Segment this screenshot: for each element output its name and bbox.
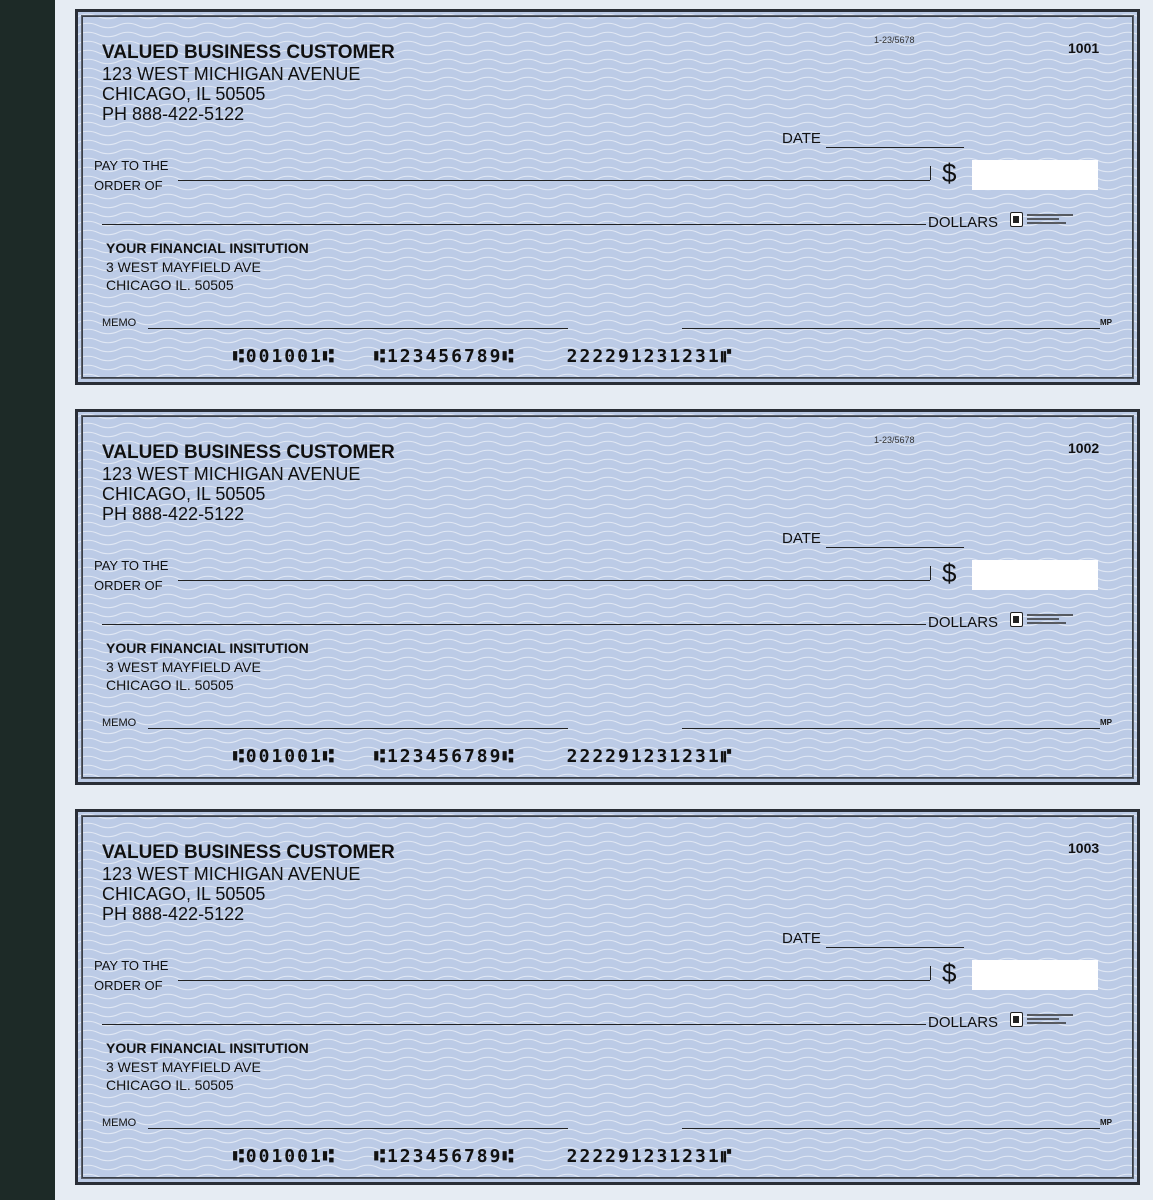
customer-phone: PH 888-422-5122 — [102, 504, 245, 524]
check-number: 1003 — [1068, 840, 1100, 856]
bank-name: YOUR FINANCIAL INSITUTION — [106, 640, 309, 656]
signature-field[interactable] — [682, 328, 1100, 329]
check-number: 1001 — [1068, 40, 1100, 56]
mp-label: MP — [1100, 318, 1112, 327]
bank-name: YOUR FINANCIAL INSITUTION — [106, 240, 309, 256]
written-amount-field[interactable] — [102, 1024, 926, 1025]
micr-account-number: 222291231231⑈ — [566, 1146, 734, 1167]
pay-to-line2: ORDER OF — [94, 978, 163, 993]
pay-to-line1: PAY TO THE — [94, 558, 169, 573]
written-amount-field[interactable] — [102, 624, 926, 625]
pay-to-line2: ORDER OF — [94, 578, 163, 593]
signature-field[interactable] — [682, 728, 1100, 729]
micr-check-number: ⑆001001⑆ — [233, 746, 336, 767]
memo-field[interactable] — [148, 728, 568, 729]
padlock-security-icon — [1010, 1012, 1023, 1027]
micr-routing-number: ⑆123456789⑆ — [374, 746, 516, 767]
micr-check-number: ⑆001001⑆ — [233, 1146, 336, 1167]
bank-city: CHICAGO IL. 50505 — [106, 1077, 234, 1093]
memo-field[interactable] — [148, 328, 568, 329]
padlock-security-icon — [1010, 612, 1023, 627]
pay-to-label — [94, 956, 168, 996]
customer-name: VALUED BUSINESS CUSTOMER — [102, 42, 395, 63]
dollars-label: DOLLARS — [928, 614, 999, 631]
payee-field[interactable] — [178, 180, 930, 181]
dollar-sign: $ — [942, 158, 957, 188]
memo-label: MEMO — [102, 717, 137, 729]
bank-city: CHICAGO IL. 50505 — [106, 277, 234, 293]
micr-check-number: ⑆001001⑆ — [233, 346, 336, 367]
micr-account-number: 222291231231⑈ — [566, 746, 734, 767]
pay-to-line2: ORDER OF — [94, 178, 163, 193]
written-amount-field[interactable] — [102, 224, 926, 225]
check-1001 — [75, 9, 1140, 385]
payee-field-end — [930, 966, 931, 980]
customer-city: CHICAGO, IL 50505 — [102, 84, 266, 104]
routing-fraction: 1-23/5678 — [874, 35, 915, 45]
micr-routing-number: ⑆123456789⑆ — [374, 1146, 516, 1167]
date-field[interactable] — [826, 947, 964, 948]
customer-city: CHICAGO, IL 50505 — [102, 884, 266, 904]
customer-address: 123 WEST MICHIGAN AVENUE — [102, 464, 361, 484]
bank-address: 3 WEST MAYFIELD AVE — [106, 659, 261, 675]
customer-name: VALUED BUSINESS CUSTOMER — [102, 842, 395, 863]
dollar-sign: $ — [942, 558, 957, 588]
pay-to-line1: PAY TO THE — [94, 958, 169, 973]
customer-phone: PH 888-422-5122 — [102, 104, 245, 124]
check-1002 — [75, 409, 1140, 785]
dollars-label: DOLLARS — [928, 214, 999, 231]
mp-label: MP — [1100, 1118, 1112, 1127]
customer-phone: PH 888-422-5122 — [102, 904, 245, 924]
checkbook-binding — [0, 0, 55, 1200]
routing-fraction: 1-23/5678 — [874, 435, 915, 445]
check-1003 — [75, 809, 1140, 1185]
padlock-security-icon — [1010, 212, 1023, 227]
memo-field[interactable] — [148, 1128, 568, 1129]
mp-label: MP — [1100, 718, 1112, 727]
memo-label: MEMO — [102, 1117, 137, 1129]
check-sheet — [55, 0, 1153, 1200]
signature-field[interactable] — [682, 1128, 1100, 1129]
date-label: DATE — [782, 130, 821, 147]
customer-name: VALUED BUSINESS CUSTOMER — [102, 442, 395, 463]
date-label: DATE — [782, 930, 821, 947]
payee-field[interactable] — [178, 980, 930, 981]
pay-to-label — [94, 556, 168, 596]
pay-to-line1: PAY TO THE — [94, 158, 169, 173]
payee-field[interactable] — [178, 580, 930, 581]
customer-address: 123 WEST MICHIGAN AVENUE — [102, 64, 361, 84]
customer-city: CHICAGO, IL 50505 — [102, 484, 266, 504]
payee-field-end — [930, 566, 931, 580]
bank-address: 3 WEST MAYFIELD AVE — [106, 259, 261, 275]
micr-line — [233, 746, 733, 767]
dollar-sign: $ — [942, 958, 957, 988]
customer-address: 123 WEST MICHIGAN AVENUE — [102, 864, 361, 884]
date-field[interactable] — [826, 147, 964, 148]
micr-account-number: 222291231231⑈ — [566, 346, 734, 367]
pay-to-label — [94, 156, 168, 196]
security-features-note — [1027, 212, 1073, 226]
bank-city: CHICAGO IL. 50505 — [106, 677, 234, 693]
date-label: DATE — [782, 530, 821, 547]
date-field[interactable] — [826, 547, 964, 548]
check-number: 1002 — [1068, 440, 1100, 456]
amount-field[interactable] — [972, 960, 1098, 990]
security-features-note — [1027, 1012, 1073, 1026]
micr-line — [233, 346, 733, 367]
micr-routing-number: ⑆123456789⑆ — [374, 346, 516, 367]
bank-address: 3 WEST MAYFIELD AVE — [106, 1059, 261, 1075]
amount-field[interactable] — [972, 160, 1098, 190]
micr-line — [233, 1146, 733, 1167]
payee-field-end — [930, 166, 931, 180]
bank-name: YOUR FINANCIAL INSITUTION — [106, 1040, 309, 1056]
amount-field[interactable] — [972, 560, 1098, 590]
dollars-label: DOLLARS — [928, 1014, 999, 1031]
memo-label: MEMO — [102, 317, 137, 329]
security-features-note — [1027, 612, 1073, 626]
